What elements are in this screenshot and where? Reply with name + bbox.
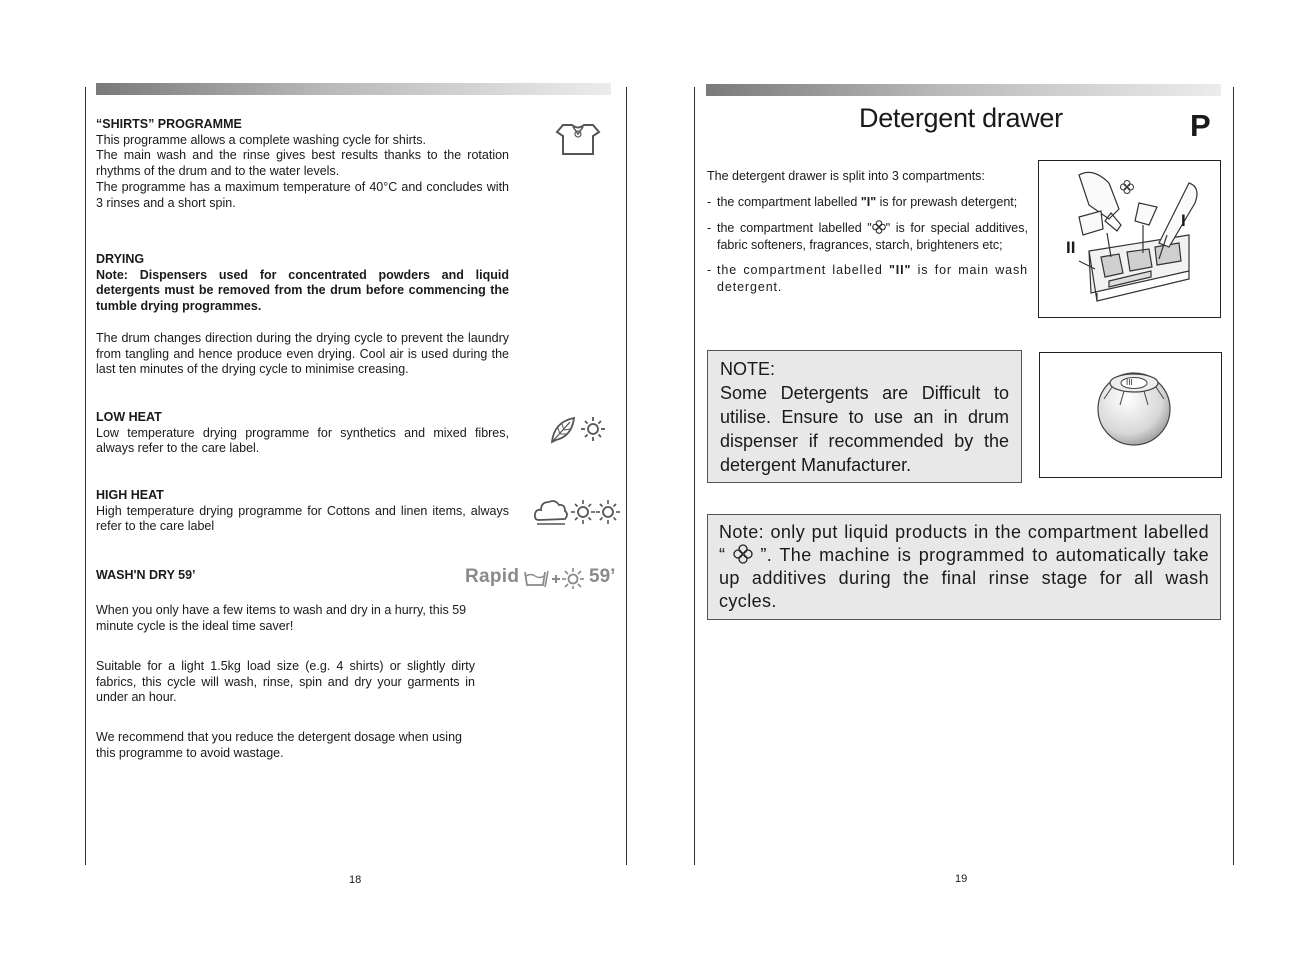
drying-note: Note: Dispensers used for concentrated powders and liquid detergents must be removed from the drum before commencing the tumble drying programmes. — [96, 267, 509, 314]
dispenser-ball-illustration — [1039, 352, 1222, 478]
wash-tub-plus-sun-icon — [523, 567, 587, 589]
compartment-item-1 — [707, 194, 1028, 211]
wash-dry-heading-block — [96, 568, 509, 584]
label-I: I — [1181, 211, 1186, 230]
note1-title: NOTE: — [720, 359, 776, 379]
drying-body: The drum changes direction during the drying cycle to prevent the laundry from tangling and hence produce even drying. Cool air is used during the last ten minutes of the drying cycle to minimise creasing. — [96, 330, 509, 377]
wash-dry-text-1: When you only have a few items to wash and dry in a hurry, this 59 minute cycle is the ideal time saver! — [96, 603, 467, 633]
compartment-item-3 — [707, 262, 1028, 296]
drawer-illustration — [1038, 160, 1221, 318]
rapid-59-badge — [465, 565, 625, 591]
item3-label: "II" — [888, 263, 912, 277]
low-heat-heading: LOW HEAT — [96, 410, 162, 424]
item1-label: "I" — [860, 195, 877, 209]
left-header-bar — [96, 83, 611, 95]
high-heat-section — [96, 488, 509, 535]
note2-pre: Note: only put liquid products in the compartment labelled “ — [719, 522, 1209, 565]
left-page-border-left — [85, 87, 86, 865]
note-box-liquid-products — [707, 514, 1221, 620]
note-box-dispenser — [707, 350, 1022, 483]
bullet-dash: - — [707, 195, 712, 209]
page-number-right: 19 — [955, 873, 968, 885]
item1-pre: the compartment labelled — [717, 195, 861, 209]
drawer-intro: The detergent drawer is split into 3 compartments: — [707, 169, 985, 183]
right-page-border-right — [1233, 87, 1234, 865]
item2-pre: the compartment labelled " — [717, 221, 872, 235]
note1-body: Some Detergents are Difficult to utilise. Ensure to use an in drum dispenser if recommended by the detergent Manufacturer. — [720, 383, 1009, 475]
drying-section — [96, 252, 509, 378]
wash-dry-para-3 — [96, 730, 475, 761]
bullet-dash: - — [707, 221, 712, 235]
item1-post: is for prewash detergent; — [876, 195, 1018, 209]
cloud-two-suns-icon — [533, 494, 621, 528]
low-heat-body: Low temperature drying programme for synthetics and mixed fibres, always refer to the care label. — [96, 425, 509, 456]
ball-label: III — [1126, 378, 1133, 387]
left-page-border-right — [626, 87, 627, 865]
right-header-bar — [706, 84, 1221, 96]
shirts-line-2: The main wash and the rinse gives best results thanks to the rotation rhythms of the drum and to the water levels. — [96, 148, 509, 179]
section-letter: P — [1190, 108, 1211, 143]
high-heat-body: High temperature drying programme for Cottons and linen items, always refer to the care label — [96, 503, 509, 534]
wash-dry-text-2: Suitable for a light 1.5kg load size (e.g. 4 shirts) or slightly dirty fabrics, this cycle will wash, rinse, spin and dry your garments in under an hour. — [96, 659, 475, 705]
wash-dry-heading: WASH'N DRY 59’ — [96, 568, 196, 582]
low-heat-section — [96, 410, 509, 457]
shirt-iron-icon — [555, 122, 601, 156]
right-page-border-left — [694, 87, 695, 865]
wash-dry-para-2 — [96, 659, 475, 706]
flower-icon — [733, 544, 753, 564]
flower-icon — [872, 220, 886, 234]
wash-dry-para-1 — [96, 603, 475, 634]
compartment-item-2 — [707, 220, 1028, 254]
shirts-line-3: The programme has a maximum temperature of 40°C and concludes with 3 rinses and a short spin. — [96, 179, 509, 210]
item2-post: " is for special additives, fabric softeners, fragrances, starch, brighteners etc; — [717, 221, 1028, 252]
dispenser-ball-figure — [1040, 353, 1221, 477]
item3-pre: the compartment labelled — [717, 263, 889, 277]
shirts-section — [96, 117, 509, 211]
leaf-sun-icon — [548, 414, 606, 446]
shirts-line-1: This programme allows a complete washing cycle for shirts. — [96, 132, 426, 147]
page-number-left: 18 — [349, 874, 362, 886]
item3-post: is for main wash detergent. — [717, 263, 1028, 294]
time-label: 59’ — [589, 566, 616, 587]
bullet-dash: - — [707, 263, 713, 277]
note2-post: ”. The machine is programmed to automatically take up additives during the final rinse stage for all wash cycles. — [719, 545, 1209, 611]
shirts-heading: “SHIRTS” PROGRAMME — [96, 117, 242, 131]
rapid-label: Rapid — [465, 566, 520, 587]
drying-heading: DRYING — [96, 252, 145, 266]
label-II: II — [1066, 238, 1076, 257]
page-title: Detergent drawer — [859, 103, 1063, 133]
high-heat-heading: HIGH HEAT — [96, 488, 164, 502]
wash-dry-text-3: We recommend that you reduce the detergent dosage when using this programme to avoid wastage. — [96, 730, 462, 760]
